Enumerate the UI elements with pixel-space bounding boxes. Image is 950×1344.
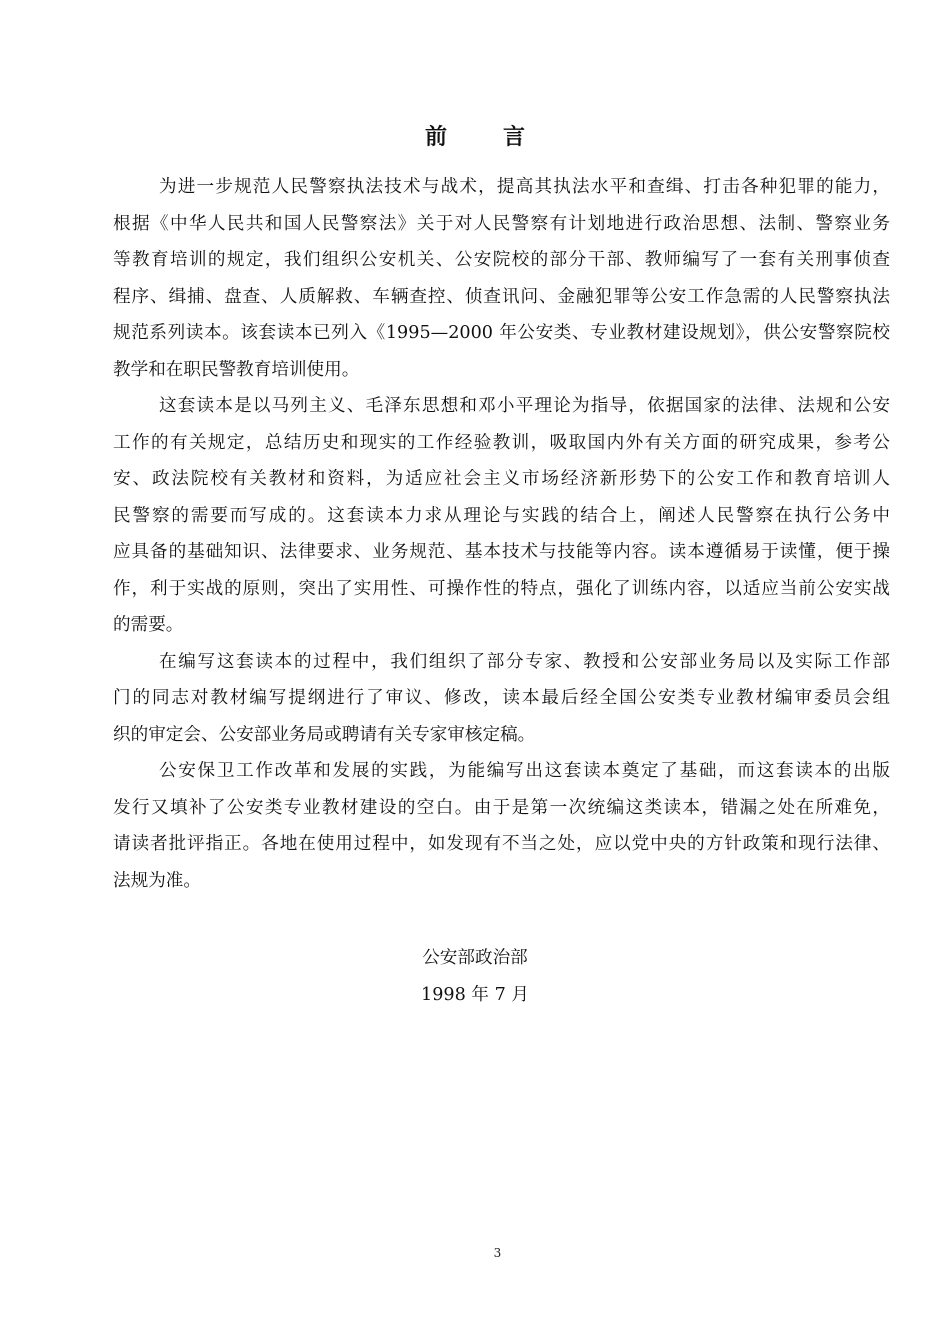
title-char-1: 前 xyxy=(424,124,447,150)
text-line: 公安保卫工作改革和发展的实践，为能编写出这套读本奠定了基础，而这套读本的出版 xyxy=(159,761,890,781)
text-line: 教学和在职民警教育培训使用。 xyxy=(113,359,360,380)
paragraph-1 xyxy=(113,172,890,391)
text-line: 请读者批评指正。各地在使用过程中，如发现有不当之处，应以党中央的方针政策和现行法律、 xyxy=(113,834,890,854)
paragraph-4 xyxy=(113,756,890,902)
signature-date: 1998 年 7 月 xyxy=(421,985,529,1005)
text-line: 应具备的基础知识、法律要求、业务规范、基本技术与技能等内容。读本遵循易于读懂，便于操 xyxy=(113,542,890,562)
page-number: 3 xyxy=(493,1246,502,1260)
text-line: 等教育培训的规定，我们组织公安机关、公安院校的部分干部、教师编写了一套有关刑事侦查 xyxy=(113,250,890,270)
text-line: 工作的有关规定，总结历史和现实的工作经验教训，吸取国内外有关方面的研究成果，参考公 xyxy=(113,432,890,453)
text-line: 门的同志对教材编写提纲进行了审议、修改，读本最后经全国公安类专业教材编审委员会组 xyxy=(113,688,890,708)
title-char-2: 言 xyxy=(503,124,526,150)
text-line: 安、政法院校有关教材和资料，为适应社会主义市场经济新形势下的公安工作和教育培训人 xyxy=(113,469,890,489)
page-title xyxy=(0,120,950,151)
text-line: 规范系列读本。该套读本已列入《1995—2000 年公安类、专业教材建设规划》，供公安警察院校 xyxy=(113,323,890,343)
text-line: 在编写这套读本的过程中，我们组织了部分专家、教授和公安部业务局以及实际工作部 xyxy=(159,651,890,672)
text-line: 发行又填补了公安类专业教材建设的空白。由于是第一次统编这类读本，错漏之处在所难免， xyxy=(113,797,890,818)
preface-body xyxy=(113,172,890,902)
paragraph-2 xyxy=(113,391,890,647)
text-line: 作，利于实战的原则，突出了实用性、可操作性的特点，强化了训练内容，以适应当前公安实战 xyxy=(113,578,890,599)
text-line: 法规为准。 xyxy=(113,870,201,891)
text-line: 织的审定会、公安部业务局或聘请有关专家审核定稿。 xyxy=(113,724,536,745)
text-line: 民警察的需要而写成的。这套读本力求从理论与实践的结合上，阐述人民警察在执行公务中 xyxy=(113,505,890,526)
text-line: 根据《中华人民共和国人民警察法》关于对人民警察有计划地进行政治思想、法制、警察业务 xyxy=(113,213,890,234)
text-line: 为进一步规范人民警察执法技术与战术，提高其执法水平和查缉、打击各种犯罪的能力， xyxy=(159,177,890,197)
text-line: 程序、缉捕、盘查、人质解救、车辆查控、侦查讯问、金融犯罪等公安工作急需的人民警察执法 xyxy=(113,286,890,307)
text-line: 这套读本是以马列主义、毛泽东思想和邓小平理论为指导，依据国家的法律、法规和公安 xyxy=(159,396,890,416)
text-line: 的需要。 xyxy=(113,615,184,635)
signature-organization: 公安部政治部 xyxy=(422,948,528,968)
paragraph-3 xyxy=(113,647,890,757)
